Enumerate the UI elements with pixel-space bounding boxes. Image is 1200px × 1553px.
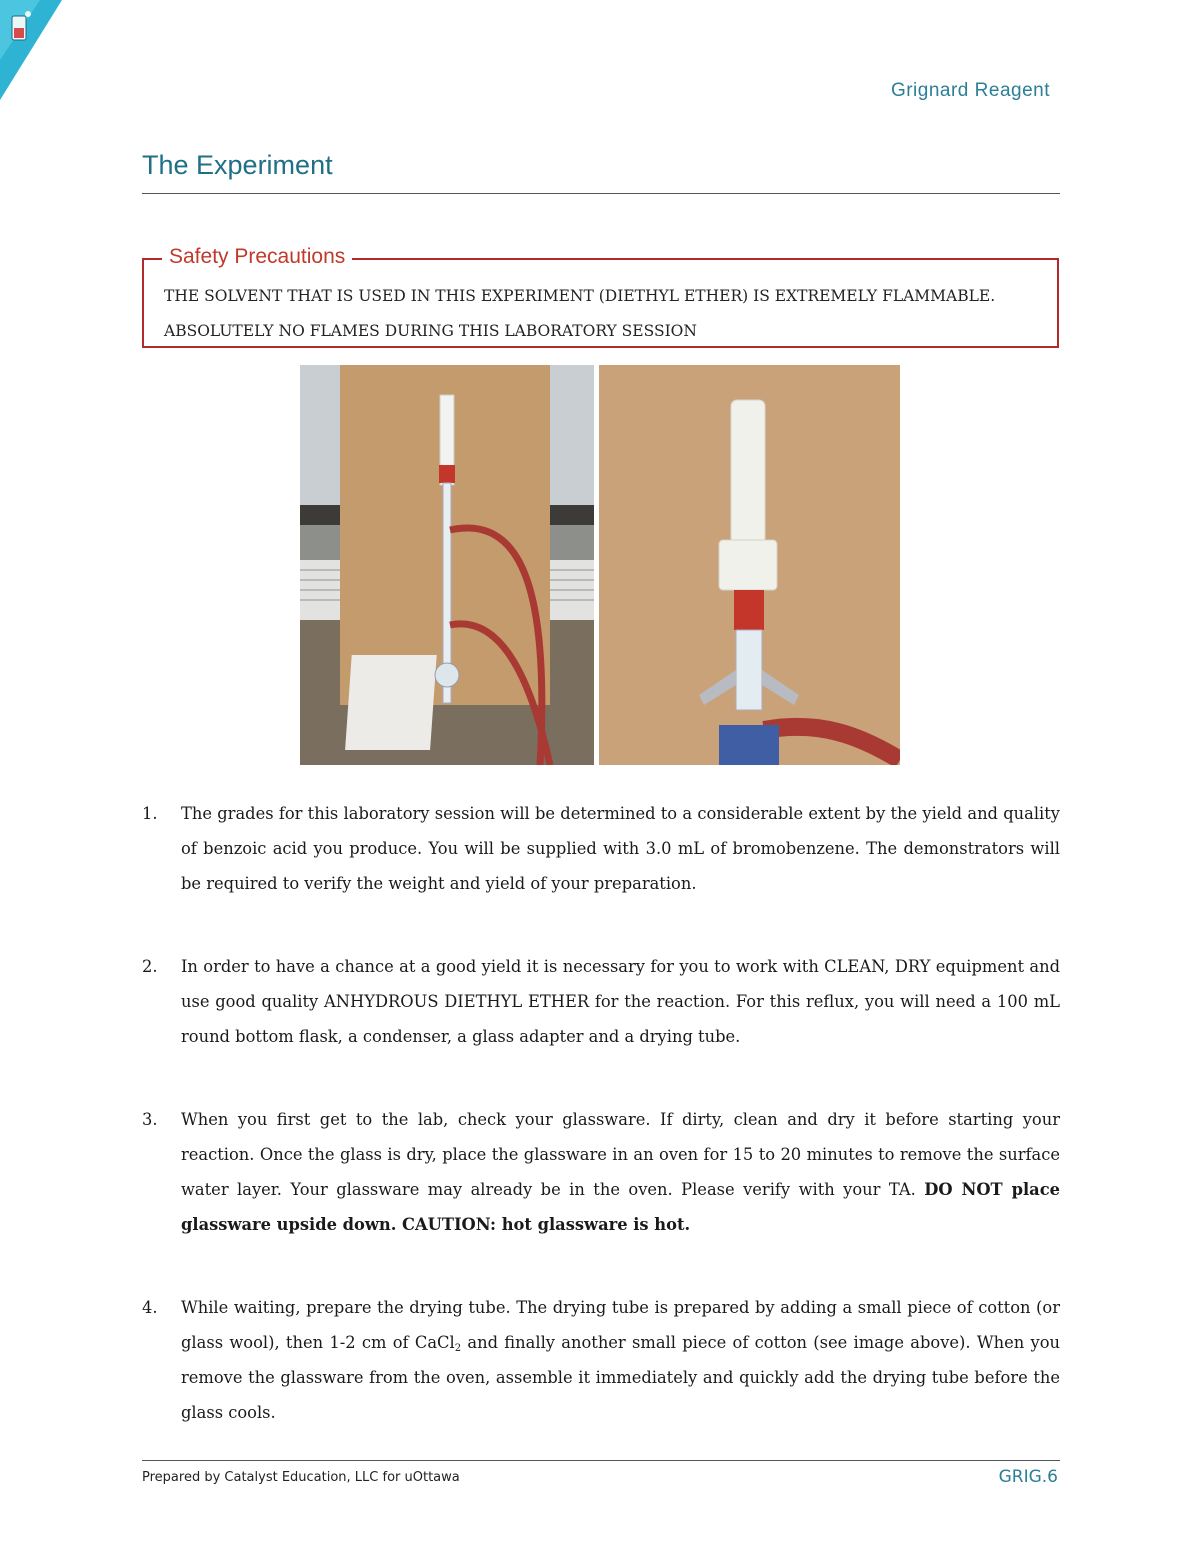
step-2 bbox=[142, 949, 1060, 1054]
safety-box bbox=[142, 245, 1059, 348]
photo-reflux-setup bbox=[300, 365, 594, 765]
step-1 bbox=[142, 796, 1060, 901]
safety-legend: Safety Precautions bbox=[162, 245, 352, 269]
step-number: 3. bbox=[142, 1110, 158, 1129]
step-text: The grades for this laboratory session will be determined to a considerable extent by the yield and quality of benzoic acid you produce. You will be supplied with 3.0 mL of bromobenzene. The demonstrators will be required to verify the weight and yield of your preparation. bbox=[181, 804, 1060, 893]
step-number: 2. bbox=[142, 957, 158, 976]
footer-divider bbox=[142, 1460, 1060, 1461]
step-text-bold: DO NOT place glassware upside down. CAUTION: hot glassware is hot. bbox=[181, 1180, 1060, 1234]
step-text-plain: When you first get to the lab, check your glassware. If dirty, clean and dry it before starting your reaction. Once the glass is dry, place the glassware in an oven for 15 to 20 minutes to remove the surface water layer. Your glassware may already be in the oven. Please verify with your TA. bbox=[181, 1110, 1060, 1199]
subscript: 2 bbox=[454, 1343, 462, 1354]
photo-drying-tube bbox=[599, 365, 900, 765]
step-text-part-b: and finally another small piece of cotton (see image above). When you remove the glassware from the oven, assemble it immediately and quickly add the drying tube before the glass cools. bbox=[181, 1333, 1060, 1422]
title-divider bbox=[142, 193, 1060, 194]
header-course-title: Grignard Reagent bbox=[890, 80, 1050, 101]
step-text bbox=[181, 1298, 1060, 1422]
footer-page-id: GRIG.6 bbox=[998, 1467, 1058, 1487]
corner-logo bbox=[0, 0, 70, 110]
step-text-part-a: While waiting, prepare the drying tube. The drying tube is prepared by adding a small piece of cotton (or glass wool), then 1-2 cm of CaCl bbox=[181, 1298, 1060, 1352]
step-text bbox=[181, 1110, 1060, 1234]
safety-line-1: THE SOLVENT THAT IS USED IN THIS EXPERIMENT (DIETHYL ETHER) IS EXTREMELY FLAMMABLE. bbox=[164, 287, 996, 305]
step-4 bbox=[142, 1290, 1060, 1430]
safety-line-2: ABSOLUTELY NO FLAMES DURING THIS LABORATORY SESSION bbox=[164, 322, 697, 340]
step-text: In order to have a chance at a good yield it is necessary for you to work with CLEAN, DRY equipment and use good quality ANHYDROUS DIETHYL ETHER for the reaction. For this reflux, you will need a 100 mL round bottom flask, a condenser, a glass adapter and a drying tube. bbox=[181, 957, 1060, 1046]
procedure-steps bbox=[142, 796, 1060, 1430]
step-number: 4. bbox=[142, 1298, 158, 1317]
step-number: 1. bbox=[142, 804, 158, 823]
section-title: The Experiment bbox=[142, 150, 333, 180]
footer-prepared-by: Prepared by Catalyst Education, LLC for uOttawa bbox=[142, 1470, 460, 1485]
step-3 bbox=[142, 1102, 1060, 1242]
